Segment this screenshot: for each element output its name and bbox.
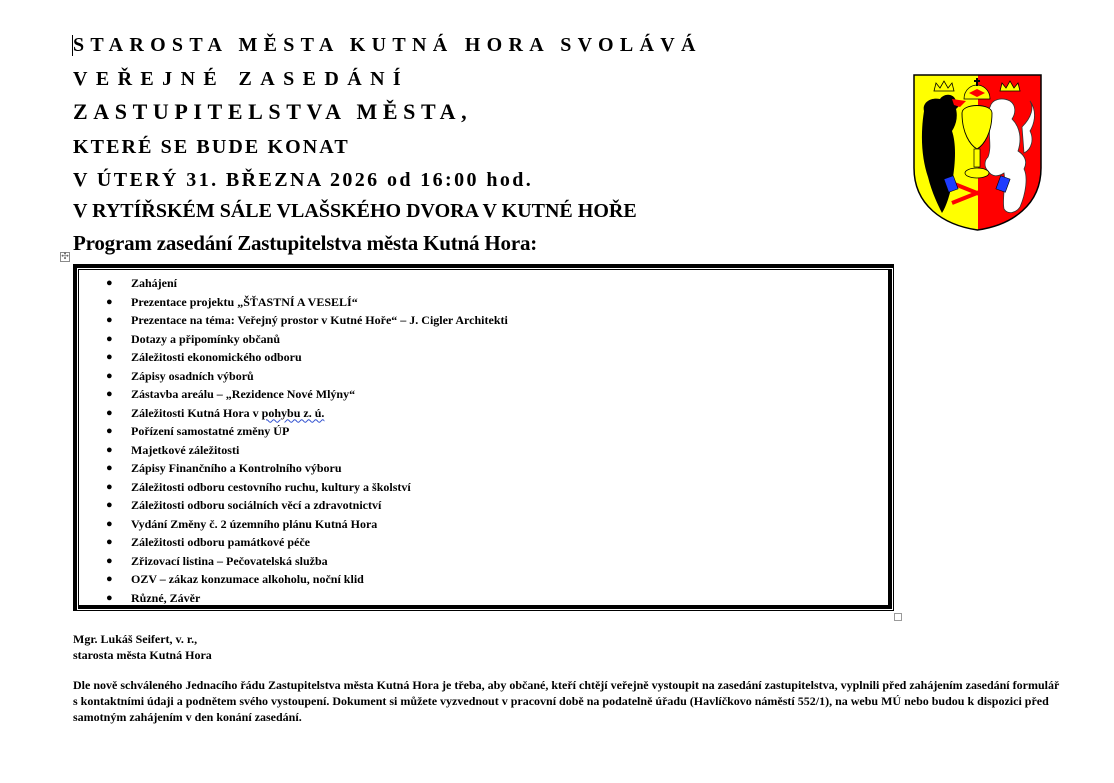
agenda-item: ● Zápisy osadních výborů bbox=[79, 367, 888, 386]
agenda-item: ● Prezentace na téma: Veřejný prostor v Kutné Hoře“ – J. Cigler Architekti bbox=[79, 311, 888, 330]
heading-which-will-be-held: KTERÉ SE BUDE KONAT bbox=[73, 136, 350, 158]
heading-date-time: V ÚTERÝ 31. BŘEZNA 2026 od 16:00 hod. bbox=[73, 169, 534, 191]
bullet-icon: ● bbox=[106, 517, 113, 530]
coat-of-arms-image bbox=[912, 73, 1043, 232]
agenda-item: ● Různé, Závěr bbox=[79, 589, 888, 608]
agenda-item: ● Pořízení samostatné změny ÚP bbox=[79, 422, 888, 441]
bullet-icon: ● bbox=[106, 388, 113, 400]
notice-paragraph: Dle nově schváleného Jednacího řádu Zastupitelstva města Kutná Hora je třeba, aby občané, kteří chtějí veřejně vystoupit na zasedání zastupitelstva, vyplnili před zahájením zasedání formulář s kontaktními údaji a podnětem svého vystoupení. Dokument si můžete vyzvednout v pracovní době na podatelně úřadu (Havlíčkovo náměstí 552/1), na webu MÚ nebo budou k dispozici před samotným zahájením v den konání zasedání. bbox=[73, 678, 1060, 724]
agenda-item: ● Prezentace projektu „ŠŤASTNÍ A VESELÍ“ bbox=[79, 293, 888, 312]
signature-name: Mgr. Lukáš Seifert, v. r., bbox=[73, 632, 198, 646]
signature-block bbox=[73, 631, 212, 663]
agenda-item: ● Zahájení bbox=[79, 274, 888, 293]
agenda-item: ● Záležitosti odboru sociálních věcí a zdravotnictví bbox=[79, 496, 888, 515]
agenda-item: ● Vydání Změny č. 2 územního plánu Kutná Hora bbox=[79, 515, 888, 534]
heading-program-title: Program zasedání Zastupitelstva města Kutná Hora: bbox=[73, 231, 538, 255]
bullet-icon: ● bbox=[106, 351, 113, 363]
heading-venue: V RYTÍŘSKÉM SÁLE VLAŠSKÉHO DVORA V KUTNÉ HOŘE bbox=[73, 200, 637, 222]
heading-city-council: ZASTUPITELSTVA MĚSTA, bbox=[73, 99, 473, 124]
bullet-icon: ● bbox=[106, 480, 113, 493]
signature-title: starosta města Kutná Hora bbox=[73, 648, 212, 662]
bullet-icon: ● bbox=[106, 369, 113, 382]
agenda-item: ● Zřizovací listina – Pečovatelská služba bbox=[79, 552, 888, 571]
agenda-item: ● Zápisy Finančního a Kontrolního výboru bbox=[79, 459, 888, 478]
agenda-table bbox=[73, 264, 894, 611]
bullet-icon: ● bbox=[106, 277, 113, 289]
agenda-item: ● Zástavba areálu – „Rezidence Nové Mlýny“ bbox=[79, 385, 888, 404]
bullet-icon: ● bbox=[106, 591, 113, 604]
bullet-icon: ● bbox=[106, 499, 113, 511]
bullet-icon: ● bbox=[106, 406, 113, 419]
agenda-item: ● Majetkové záležitosti bbox=[79, 441, 888, 460]
bullet-icon: ● bbox=[106, 554, 113, 567]
bullet-icon: ● bbox=[106, 536, 113, 548]
agenda-item: ● Záležitosti odboru cestovního ruchu, kultury a školství bbox=[79, 478, 888, 497]
table-resize-handle[interactable] bbox=[894, 613, 902, 621]
spellcheck-underline[interactable]: pohybu z. ú. bbox=[261, 405, 325, 420]
agenda-list bbox=[79, 274, 888, 607]
agenda-item: ● Záležitosti odboru památkové péče bbox=[79, 533, 888, 552]
agenda-item: ● Záležitosti ekonomického odboru bbox=[79, 348, 888, 367]
bullet-icon: ● bbox=[106, 443, 113, 456]
bullet-icon: ● bbox=[106, 462, 113, 474]
bullet-icon: ● bbox=[106, 425, 113, 437]
bullet-icon: ● bbox=[106, 314, 113, 326]
bullet-icon: ● bbox=[106, 573, 113, 585]
agenda-cell bbox=[78, 269, 892, 609]
bullet-icon: ● bbox=[106, 295, 113, 308]
table-move-handle[interactable] bbox=[60, 252, 70, 262]
agenda-item: ● Dotazy a připomínky občanů bbox=[79, 330, 888, 349]
heading-public-meeting: VEŘEJNÉ ZASEDÁNÍ bbox=[73, 68, 410, 90]
heading-mayor-convenes: STAROSTA MĚSTA KUTNÁ HORA SVOLÁVÁ bbox=[73, 34, 702, 56]
agenda-item: ● Záležitosti Kutná Hora v pohybu z. ú. bbox=[79, 404, 888, 423]
bullet-icon: ● bbox=[106, 332, 113, 345]
agenda-item: ● OZV – zákaz konzumace alkoholu, noční klid bbox=[79, 570, 888, 589]
move-icon: ✣ bbox=[61, 252, 69, 262]
